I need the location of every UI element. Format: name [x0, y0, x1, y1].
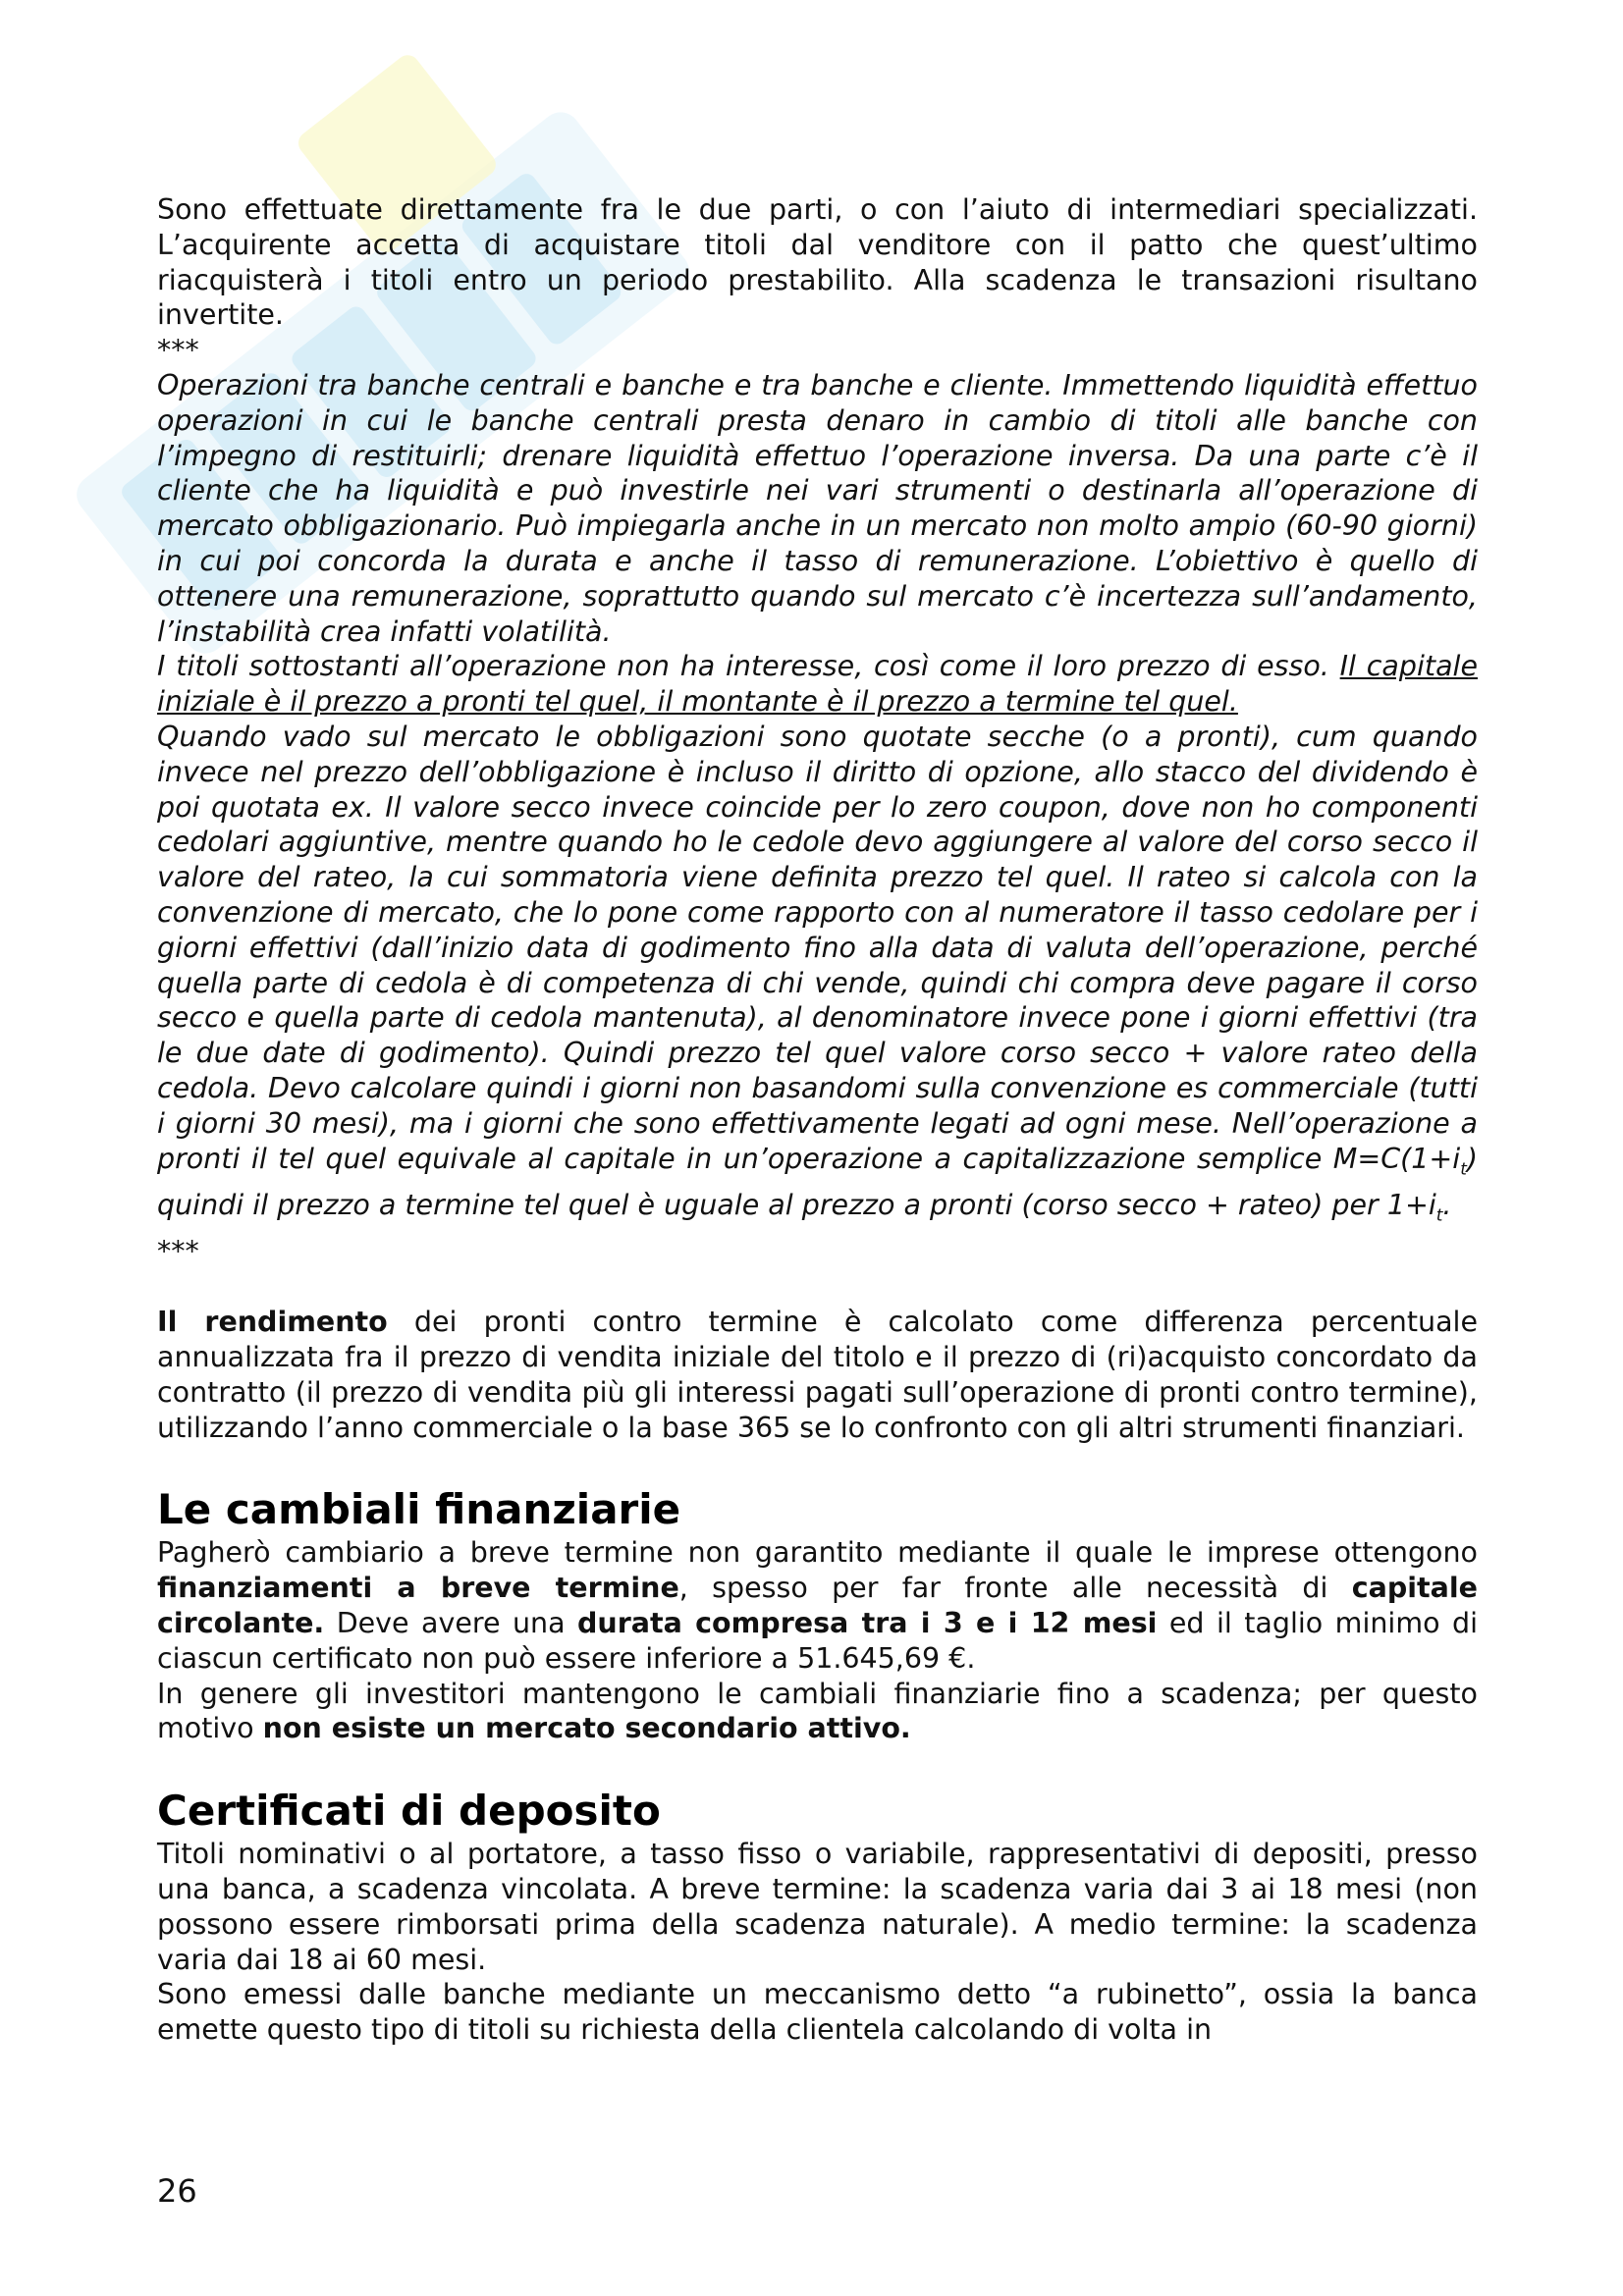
certificati-paragraph-1: Titoli nominativi o al portatore, a tasso fisso o variabile, rappresentativi di depositi, presso una banca, a scadenza vincolata. A breve termine: la scadenza varia dai 3 ai 18 mesi (non possono essere rimborsati prima della scadenza naturale). A medio termine: la scadenza varia dai 18 ai 60 mesi.: [157, 1838, 1478, 1976]
body-text: Pagherò cambiario a breve termine non garantito mediante il quale le imprese ottengono: [157, 1536, 1478, 1570]
bold-term: Il rendimento: [157, 1306, 388, 1339]
bold-term: finanziamenti a breve termine: [157, 1572, 679, 1605]
note-paragraph-2: [157, 649, 1478, 720]
page-number: 26: [157, 2172, 197, 2210]
body-text: Deve avere una: [324, 1607, 577, 1640]
bold-term: capitale circolante.: [157, 1572, 1478, 1640]
heading-certificati: Certificati di deposito: [157, 1787, 661, 1836]
body-text: In genere gli investitori mantengono le cambiali finanziarie fino a scadenza; per questo motivo: [157, 1677, 1478, 1745]
subscript: t: [1435, 1205, 1443, 1226]
subscript: t: [1460, 1159, 1467, 1180]
cambiali-paragraph-1: [157, 1535, 1478, 1676]
underlined-definition: Il capitale iniziale è il prezzo a pronti tel quel, il montante è il prezzo a termine tel quel.: [157, 650, 1478, 719]
cambiali-paragraph-2: [157, 1677, 1478, 1747]
separator-stars: ***: [157, 1235, 199, 1268]
note-text: Quando vado sul mercato le obbligazioni sono quotate secche (o a pronti), cum quando invece nel prezzo dell’obbligazione è incluso il diritto di opzione, allo stacco del dividendo è poi quotata ex. Il valore secco invece coincide per lo zero coupon, dove non ho componenti cedolari aggiuntive, mentre quando ho le cedole devo aggiungere al valore del corso secco il valore del rateo, la cui sommatoria viene definita prezzo tel quel. Il rateo si calcola con la convenzione di mercato, che lo pone come rapporto con al numeratore il tasso cedolare per i giorni effettivi (dall’inizio data di godimento fino alla data di valuta dell’operazione, perché quella parte di cedola è di competenza di chi vende, quindi chi compra deve pagare il corso secco e quella parte di cedola mantenuta), al denominatore invece pone i giorni effettivi (tra le due date di godimento). Quindi prezzo tel quel valore corso secco + valore rateo della cedola. Devo calcolare quindi i giorni non basandomi sulla convenzione es commerciale (tutti i giorni 30 mesi), ma i giorni che sono effettivamente legati ad ogni mese. Nell’operazione a pronti il tel quel equivale al capitale in un’operazione a capitalizzazione semplice M=C(1+i: [157, 720, 1478, 1175]
bold-term: non esiste un mercato secondario attivo.: [262, 1712, 911, 1745]
note-text: ) quindi il prezzo a termine tel quel è uguale al prezzo a pronti (corso secco + rateo) per 1+i: [157, 1142, 1478, 1221]
note-paragraph-1: Operazioni tra banche centrali e banche e tra banche e cliente. Immettendo liquidità effettuo operazioni in cui le banche centrali presta denaro in cambio di titoli alle banche con l’impegno di restituirli; drenare liquidità effettuo l’operazione inversa. Da una parte c’è il cliente che ha liquidità e può investirle nei vari strumenti o destinarla all’operazione di mercato obbligazionario. Può impiegarla anche in un mercato non molto ampio (60-90 giorni) in cui poi concorda la durata e anche il tasso di remunerazione. L’obiettivo è quello di ottenere una remunerazione, soprattutto quando sul mercato c’è incertezza sull’andamento, l’instabilità crea infatti volatilità.: [157, 368, 1478, 648]
heading-cambiali: Le cambiali finanziarie: [157, 1485, 681, 1534]
body-text: ed il taglio minimo di ciascun certificato non può essere inferiore a 51.645,69 €.: [157, 1607, 1478, 1675]
certificati-paragraph-2: Sono emessi dalle banche mediante un meccanismo detto “a rubinetto”, ossia la banca emette questo tipo di titoli su richiesta della clientela calcolando di volta in: [157, 1978, 1478, 2047]
rendimento-paragraph: [157, 1305, 1478, 1445]
separator-stars: ***: [157, 334, 199, 367]
body-text: , spesso per far fronte alle necessità di: [678, 1572, 1352, 1605]
note-text: .: [1442, 1189, 1452, 1221]
intro-paragraph: Sono effettuate direttamente fra le due parti, o con l’aiuto di intermediari specializzati. L’acquirente accetta di acquistare titoli dal venditore con il patto che quest’ultimo riacquisterà i titoli entro un periodo prestabilito. Alla scadenza le transazioni risultano invertite.: [157, 193, 1478, 332]
note-text: I titoli sottostanti all’operazione non ha interesse, così come il loro prezzo di esso.: [157, 650, 1340, 683]
page-content: [157, 192, 1478, 2048]
bold-term: durata compresa tra i 3 e i 12 mesi: [577, 1607, 1158, 1640]
body-text: dei pronti contro termine è calcolato come differenza percentuale annualizzata fra il prezzo di vendita iniziale del titolo e il prezzo di (ri)acquisto concordato da contratto (il prezzo di vendita più gli interessi pagati sull’operazione di pronti contro termine), utilizzando l’anno commerciale o la base 365 se lo confronto con gli altri strumenti finanziari.: [157, 1306, 1478, 1444]
note-paragraph-3: [157, 720, 1478, 1235]
